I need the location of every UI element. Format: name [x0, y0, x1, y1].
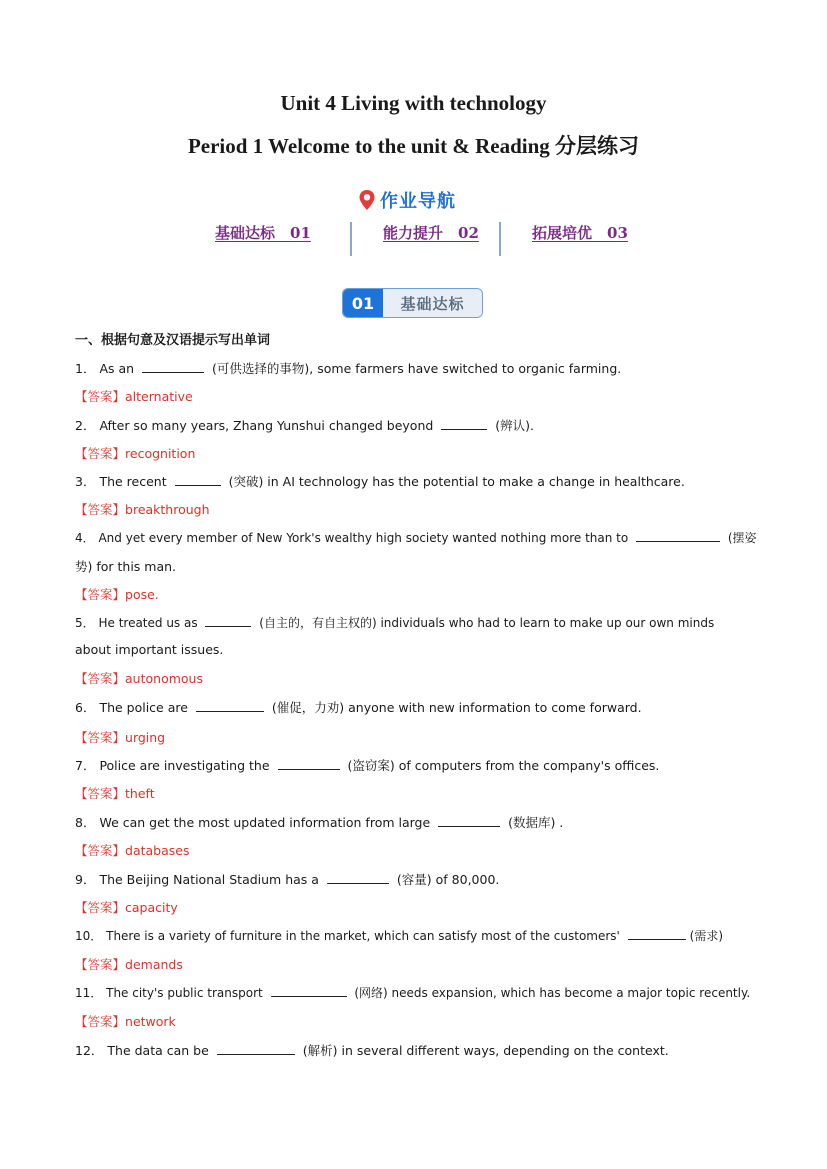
answer-blank[interactable]: [327, 871, 389, 884]
answer-blank[interactable]: [441, 417, 487, 430]
answer-3: 【答案】breakthrough: [75, 502, 210, 517]
answer-7: 【答案】theft: [75, 786, 155, 801]
unit-title: Unit 4 Living with technology: [280, 91, 547, 115]
question-4: 4． And yet every member of New York's wealthy high society wanted nothing more than to (摆姿: [75, 531, 757, 545]
question-1: 1． As an (可供选择的事物), some farmers have switched to organic farming.: [75, 361, 622, 376]
answer-10: 【答案】demands: [75, 957, 183, 972]
section-badge: [343, 289, 482, 317]
homework-navigation-heading: [358, 186, 456, 214]
location-pin-icon: [358, 189, 376, 211]
question-3: 3． The recent (突破) in AI technology has the potential to make a change in healthcare.: [75, 474, 685, 489]
navigation-heading-text: 作业导航: [380, 191, 456, 212]
answer-5: 【答案】autonomous: [75, 671, 203, 686]
answer-blank[interactable]: [142, 360, 204, 373]
answer-blank[interactable]: [175, 473, 221, 486]
question-8: 8． We can get the most updated information from large (数据库) .: [75, 815, 564, 830]
answer-4: 【答案】pose.: [75, 587, 159, 602]
question-6: 6． The police are (催促，力劝) anyone with new information to come forward.: [75, 700, 642, 715]
answer-2: 【答案】recognition: [75, 446, 196, 461]
answer-blank[interactable]: [271, 984, 347, 997]
nav-link-basic[interactable]: 基础达标 01: [215, 224, 311, 242]
answer-blank[interactable]: [628, 927, 686, 940]
nav-divider: [499, 222, 501, 256]
answer-blank[interactable]: [196, 699, 264, 712]
question-12: 12． The data can be (解析) in several different ways, depending on the context.: [75, 1043, 669, 1058]
question-5: 5． He treated us as (自主的，有自主权的) individuals who had to learn to make up our own minds: [75, 616, 715, 630]
question-4-continued: 势) for this man.: [75, 559, 177, 574]
period-title: Period 1 Welcome to the unit & Reading 分层练习: [187, 134, 640, 158]
answer-6: 【答案】urging: [75, 730, 166, 745]
question-7: 7． Police are investigating the (盗窃案) of computers from the company's offices.: [75, 758, 660, 773]
answer-blank[interactable]: [438, 814, 500, 827]
answer-11: 【答案】network: [75, 1014, 176, 1029]
answer-blank[interactable]: [205, 614, 251, 627]
section-title: 一、根据句意及汉语提示写出单词: [75, 333, 271, 348]
answer-1: 【答案】alternative: [75, 389, 193, 404]
nav-link-extension[interactable]: 拓展培优 03: [532, 224, 628, 242]
question-11: 11． The city's public transport (网络) needs expansion, which has become a major topic recently.: [75, 986, 751, 1000]
question-10: 10． There is a variety of furniture in the market, which can satisfy most of the customers' (需求): [75, 929, 724, 943]
answer-blank[interactable]: [636, 529, 720, 542]
nav-divider: [350, 222, 352, 256]
badge-label: 基础达标: [383, 289, 482, 317]
answer-8: 【答案】databases: [75, 843, 190, 858]
nav-link-ability[interactable]: 能力提升 02: [383, 224, 479, 242]
badge-number: 01: [343, 289, 383, 317]
question-9: 9． The Beijing National Stadium has a (容量) of 80,000.: [75, 872, 500, 887]
answer-9: 【答案】capacity: [75, 900, 178, 915]
answer-blank[interactable]: [278, 757, 340, 770]
question-5-continued: about important issues.: [75, 642, 224, 657]
answer-blank[interactable]: [217, 1042, 295, 1055]
question-2: 2． After so many years, Zhang Yunshui changed beyond (辨认).: [75, 418, 535, 433]
